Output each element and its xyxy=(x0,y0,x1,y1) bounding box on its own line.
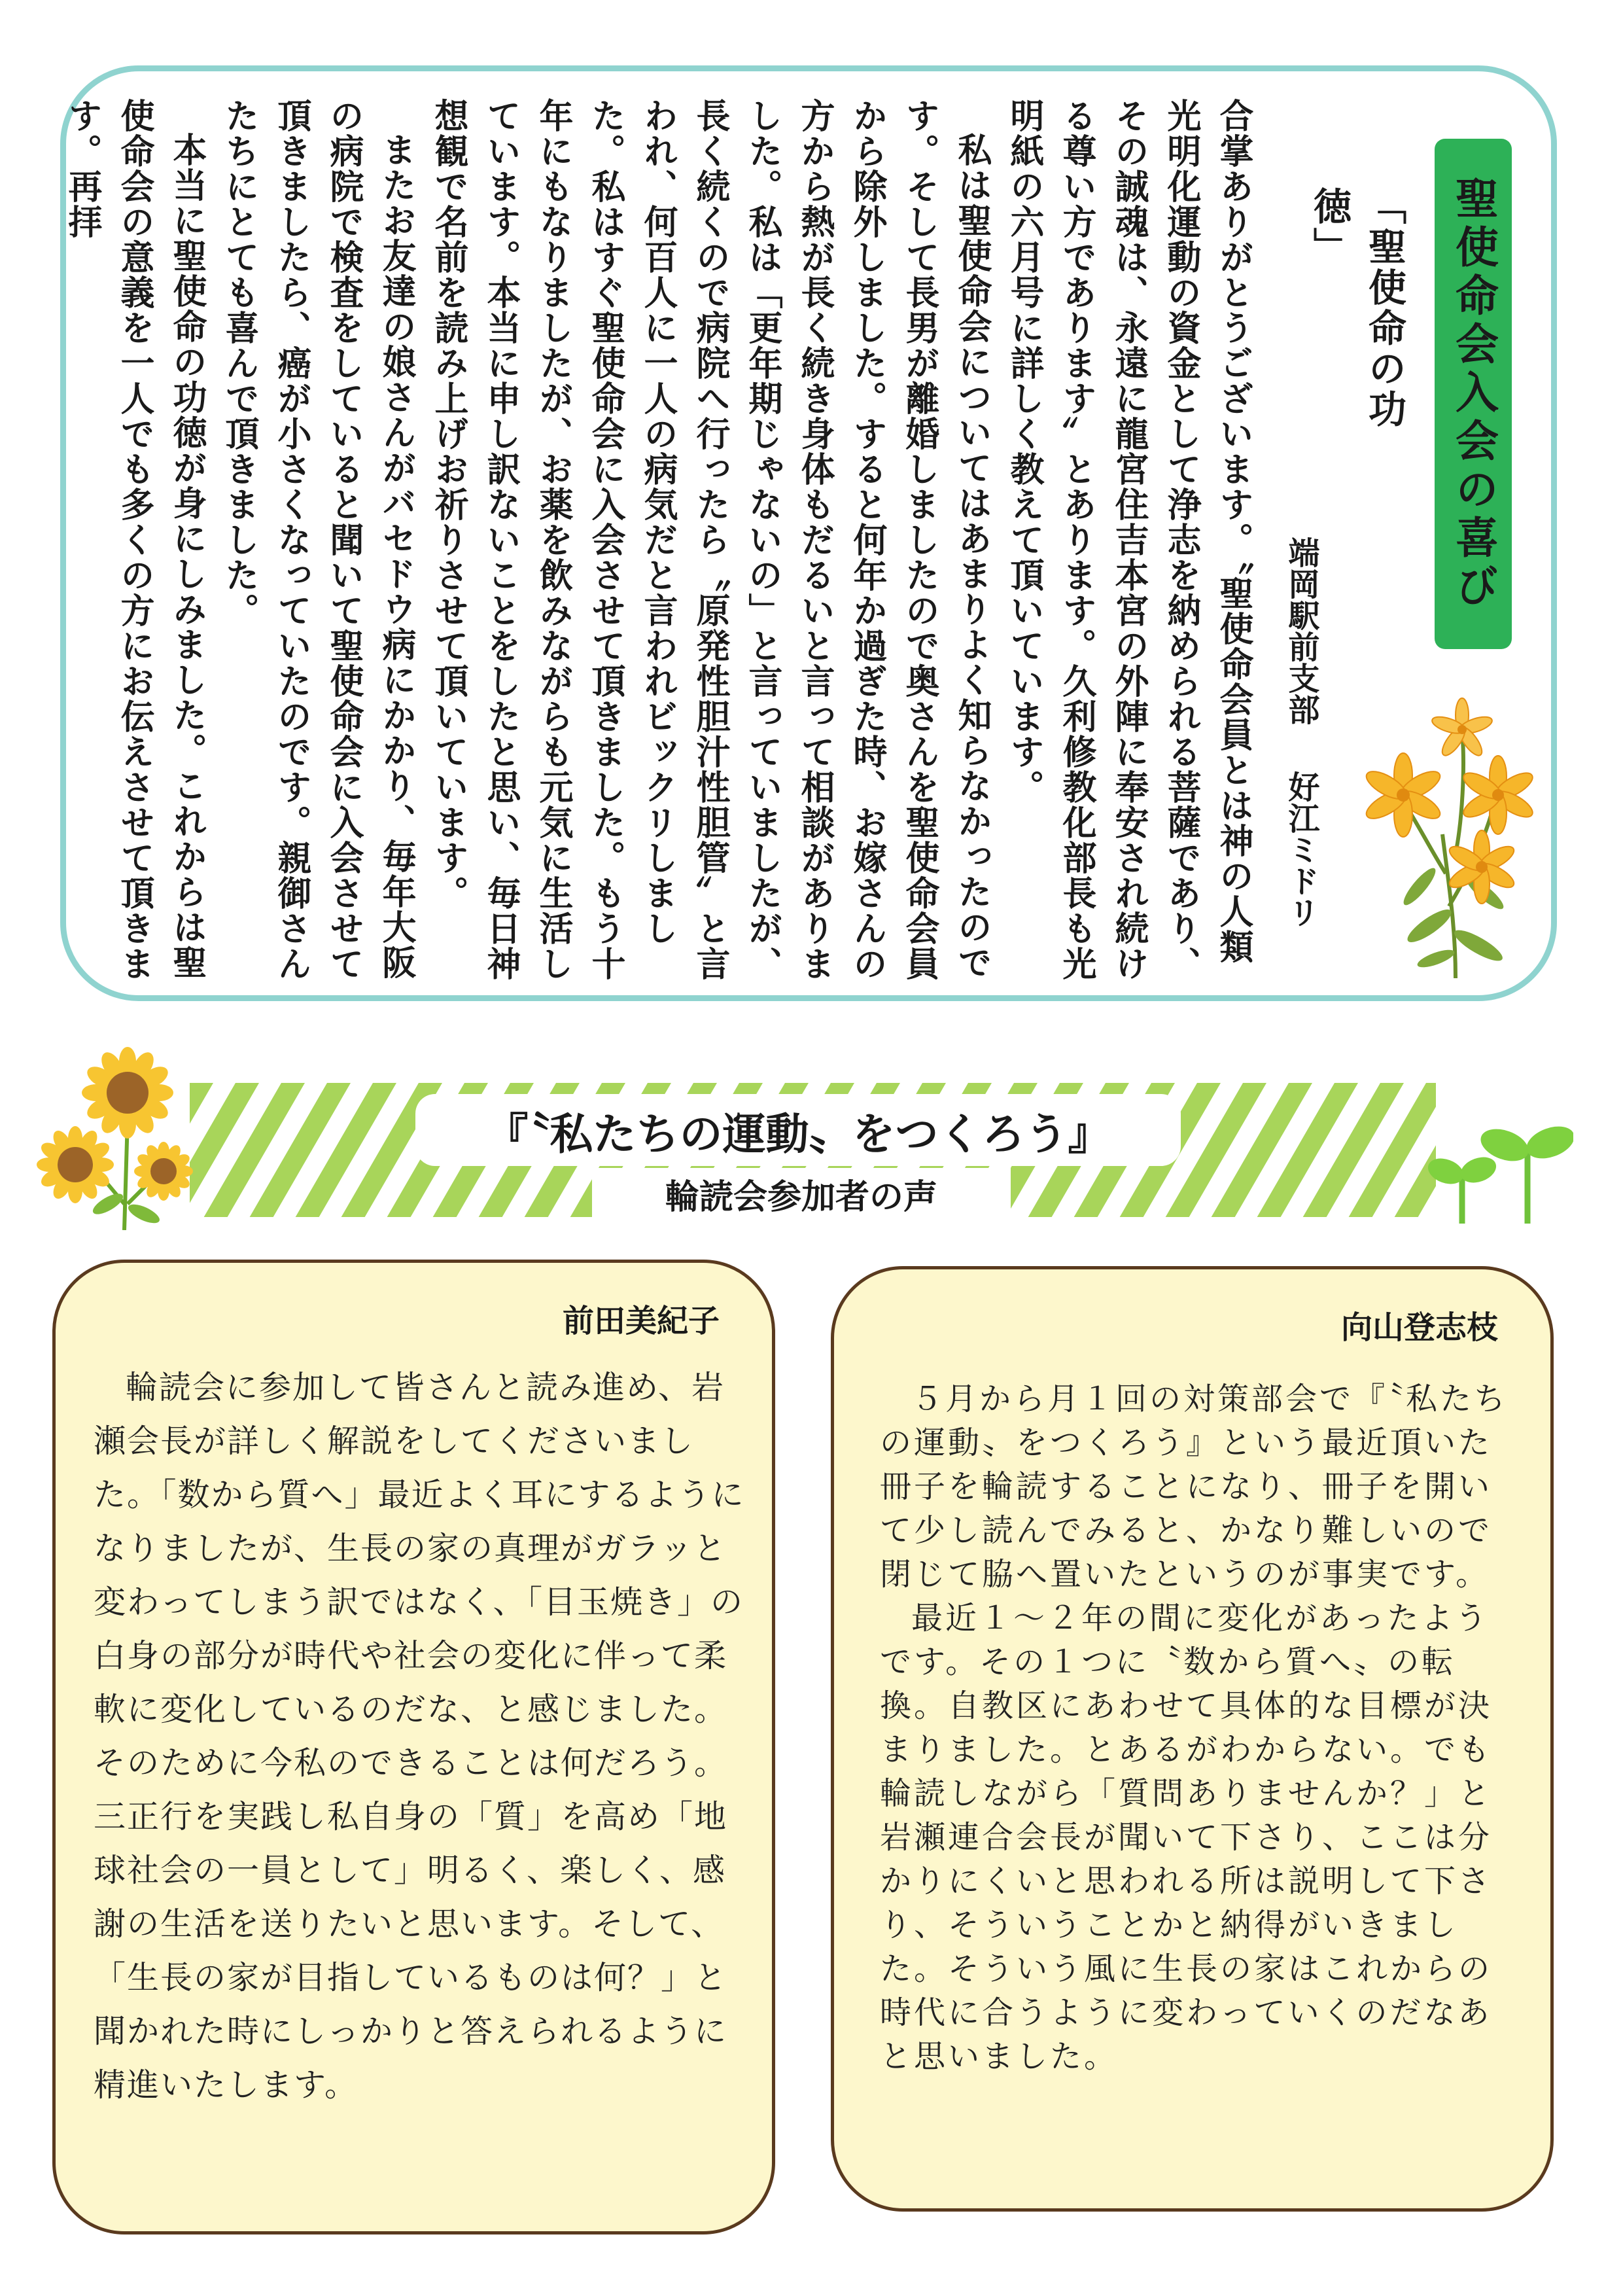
article-body xyxy=(62,98,1259,988)
card-author-name: 前田美紀子 xyxy=(562,1303,720,1339)
article-author xyxy=(1279,537,1324,968)
article-paragraph: 私は聖使命会についてはあまりよく知らなかったのです。そして長男が離婚しましたので奥さんを聖使命会員から除外しました。すると何年か過ぎた時、お嫁さんの方から熱が長く続き身体もだるいと言って相談がありました。私は「更年期じゃないの」と言っていましたが、長く続くので病院へ行ったら〝原発性胆汁性胆管〟と言われ、何百人に一人の病気だと言われビックリしました。私はすぐ聖使命会に入会させて頂きました。もう十年にもなりましたが、お薬を飲みながらも元気に生活しています。本当に申し訳ないことをしたと思い、毎日神想観で名前を読み上げお祈りさせて頂いています。 xyxy=(428,98,992,981)
author-branch: 端岡駅前支部 xyxy=(1283,537,1319,725)
lily-flower-icon xyxy=(1357,690,1541,978)
article-title: 「聖使命の功徳」 xyxy=(1307,186,1406,430)
card-body xyxy=(880,1377,1508,2079)
card-author-name: 向山登志枝 xyxy=(1340,1309,1498,1346)
section-banner: 聖使命会入会の喜び xyxy=(1435,139,1512,649)
article-paragraph: 合掌ありがとうございます。〝聖使命会員とは神の人類光明化運動の資金として浄志を納められる菩薩であり、その誠魂は、永遠に龍宮住吉本宮の外陣に奉安され続ける尊い方であります〟とあります。久利修教化部長も光明紙の六月号に詳しく教えて頂いています。 xyxy=(1004,98,1253,981)
author-name: 好江ミドリ xyxy=(1283,771,1319,928)
card-paragraph: 輪読会に参加して皆さんと読み進め、岩瀬会長が詳しく解説をしてくださいました。「数から質へ」最近よく耳にするようになりましたが、生長の家の真理がガラッと変わってしまう訳ではなく、「目玉焼き」の白身の部分が時代や社会の変化に伴って柔軟に変化しているのだな、と感じました。そのために今私のできることは何だろう。三正行を実践し私自身の「質」を高め「地球社会の一員として」明るく、楽しく、感謝の生活を送りたいと思います。そして、「生長の家が目指しているものは何？」と聞かれた時にしっかりと答えられるように精進いたします。 xyxy=(94,1369,745,2104)
article-paragraph: 本当に聖使命の功徳が身にしみました。これからは聖使命会の意義を一人でも多くの方にお伝えさせて頂きます。再拝 xyxy=(62,98,207,981)
section-header-subtitle: 輪読会参加者の声 xyxy=(592,1168,1011,1219)
section-header-title: 『〝私たちの運動〟をつくろう』 xyxy=(415,1094,1181,1166)
sprout-icon xyxy=(1416,1099,1573,1224)
card-paragraph: 最近１～２年の間に変化があったようです。その１つに〝数から質へ〟の転換。自教区にあわせて具体的な目標が決まりました。とあるがわからない。でも輪読しながら「質問ありませんか？」と岩瀬連合会長が聞いて下さり、ここは分かりにくいと思われる所は説明して下さり、そういうことかと納得がいきました。そういう風に生長の家はこれからの時代に合うように変わっていくのだなあと思いました。 xyxy=(880,1600,1493,2075)
card-paragraph: ５月から月１回の対策部会で『〝私たちの運動〟をつくろう』という最近頂いた冊子を輪読することになり、冊子を開いて少し読んでみると、かなり難しいので閉じて脇へ置いたというのが事実です。 xyxy=(880,1381,1509,1593)
voice-card-right xyxy=(831,1266,1554,2212)
card-body xyxy=(94,1361,748,2112)
article-paragraph: またお友達の娘さんがバセドウ病にかかり、毎年大阪の病院で検査をしていると聞いて聖使命会に入会させて頂きましたら、癌が小さくなっていたのです。親御さんたちにとても喜んで頂きました。 xyxy=(219,98,416,981)
voice-card-left xyxy=(52,1260,775,2234)
sunflower-icon xyxy=(29,1040,219,1230)
